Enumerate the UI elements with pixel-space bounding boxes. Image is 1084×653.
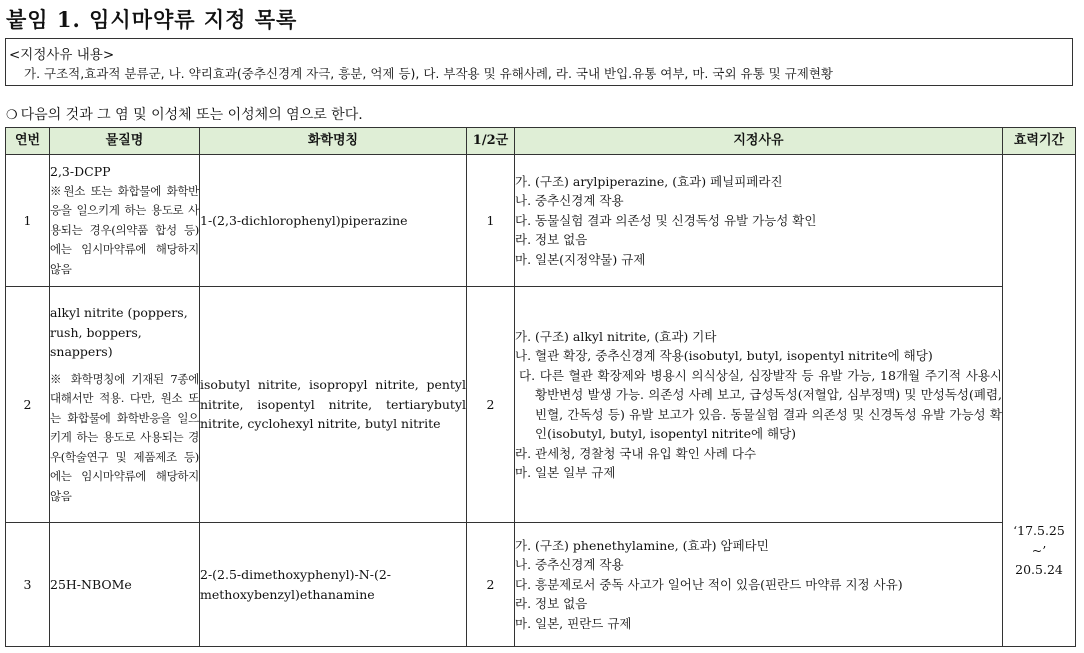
designation-reasons-box — [5, 38, 1073, 86]
header-group: 1/2군 — [467, 128, 515, 155]
chemical-name: isobutyl nitrite, isopropyl nitrite, pentyl nitrite, isopentyl nitrite, tertiarybutyl nitrite, cyclohexyl nitrite, butyl nitrite — [200, 287, 467, 523]
spacer — [50, 362, 199, 370]
substance-table — [5, 127, 1076, 647]
reason-line: 가. (구조) phenethylamine, (효과) 암페타민 — [515, 537, 769, 553]
reason-line: 나. 중추신경계 작용 — [515, 557, 624, 573]
group-value: 2 — [467, 523, 515, 647]
row-no: 1 — [6, 155, 50, 287]
reason-line: 라. 정보 없음 — [515, 596, 588, 612]
reason-line: 나. 혈관 확장, 중추신경계 작용(isobutyl, butyl, isopentyl nitrite에 해당) — [515, 348, 933, 363]
header-chem: 화학명칭 — [200, 128, 467, 155]
substance-name-cell — [50, 287, 200, 523]
reason-line: 가. (구조) arylpiperazine, (효과) 페닐피페라진 — [515, 173, 783, 189]
reason-cell — [515, 287, 1003, 523]
group-value: 1 — [467, 155, 515, 287]
substance-note: ※원소 또는 화합물에 화학반응을 일으키게 하는 용도로 사용되는 경우(의약품 합성 등) 에는 임시마약류에 해당하지 않음 — [50, 183, 199, 276]
effective-period — [1003, 155, 1076, 647]
table-row — [6, 287, 1076, 523]
reason-line: 다. 흥분제로서 중독 사고가 일어난 적이 있음(핀란드 마약류 지정 사유) — [515, 576, 903, 592]
chemical-name: 2-(2.5-dimethoxyphenyl)-N-(2-methoxybenzyl)ethanamine — [200, 523, 467, 647]
header-no: 연번 — [6, 128, 50, 155]
reason-line: 마. 일본 일부 규제 — [515, 465, 616, 480]
row-no: 2 — [6, 287, 50, 523]
page-title: 붙임 1. 임시마약류 지정 목록 — [6, 7, 298, 32]
reasons-heading: <지정사유 내용> — [9, 47, 115, 63]
scope-note-text: 다음의 것과 그 염 및 이성체 또는 이성체의 염으로 한다. — [20, 107, 363, 123]
scope-note — [6, 104, 363, 124]
substance-name-cell — [50, 155, 200, 287]
row-no: 3 — [6, 523, 50, 647]
table-row — [6, 523, 1076, 647]
substance-name-cell — [50, 523, 200, 647]
substance-name: 2,3-DCPP — [50, 164, 111, 179]
reason-line: 다. 다른 혈관 확장제와 병용시 의식상실, 심장발작 등 유발 가능, 18개월 주기적 사용시 황반변성 발생 가능. 의존성 사례 보고, 급성독성(저혈압, 심부정맥) 및 만성독성(폐렴, 빈혈, 간독성 등) 유발 보고가 있음. 동물실험 결과 의존성 및 신경독성 유발 가능성 확인(isobutyl, butyl, isopentyl nitrite에 해당) — [519, 367, 1002, 441]
reason-line: 다. 동물실험 결과 의존성 및 신경독성 유발 가능성 확인 — [515, 212, 817, 228]
substance-name: alkyl nitrite (poppers, rush, boppers, snappers) — [50, 305, 188, 359]
circle-bullet-icon: ❍ — [6, 108, 18, 123]
header-period: 효력기간 — [1003, 128, 1076, 155]
reasons-items: 가. 구조적,효과적 분류군, 나. 약리효과(중추신경계 자극, 흥분, 억제 등), 다. 부작용 및 유해사례, 라. 국내 반입.유통 여부, 마. 국외 유통 및 규제현황 — [24, 66, 833, 81]
reason-line: 나. 중추신경계 작용 — [515, 193, 624, 209]
substance-name: 25H-NBOMe — [50, 576, 132, 592]
reason-line: 마. 일본, 핀란드 규제 — [515, 615, 632, 631]
table-header-row — [6, 128, 1076, 155]
substance-note: ※ 화학명칭에 기재된 7종에 대해서만 적용. 다만, 원소 또는 화합물에 화학반응을 일으키게 하는 용도로 사용되는 경우(학술연구 및 제품제조 등) 에는 임시마약류에 해당하지 않음 — [50, 371, 199, 503]
chemical-name: 1-(2,3-dichlorophenyl)piperazine — [200, 155, 467, 287]
header-name: 물질명 — [50, 128, 200, 155]
reason-line: 가. (구조) alkyl nitrite, (효과) 기타 — [515, 328, 717, 344]
reason-cell — [515, 155, 1003, 287]
reason-line: 마. 일본(지정약물) 규제 — [515, 251, 646, 267]
table-row — [6, 155, 1076, 287]
reason-line: 라. 관세청, 경찰청 국내 유입 확인 사례 다수 — [515, 445, 757, 461]
header-reason: 지정사유 — [515, 128, 1003, 155]
reason-line: 라. 정보 없음 — [515, 232, 588, 248]
group-value: 2 — [467, 287, 515, 523]
reason-cell — [515, 523, 1003, 647]
period-value: ‘17.5.25 ~’ 20.5.24 — [1013, 523, 1065, 578]
